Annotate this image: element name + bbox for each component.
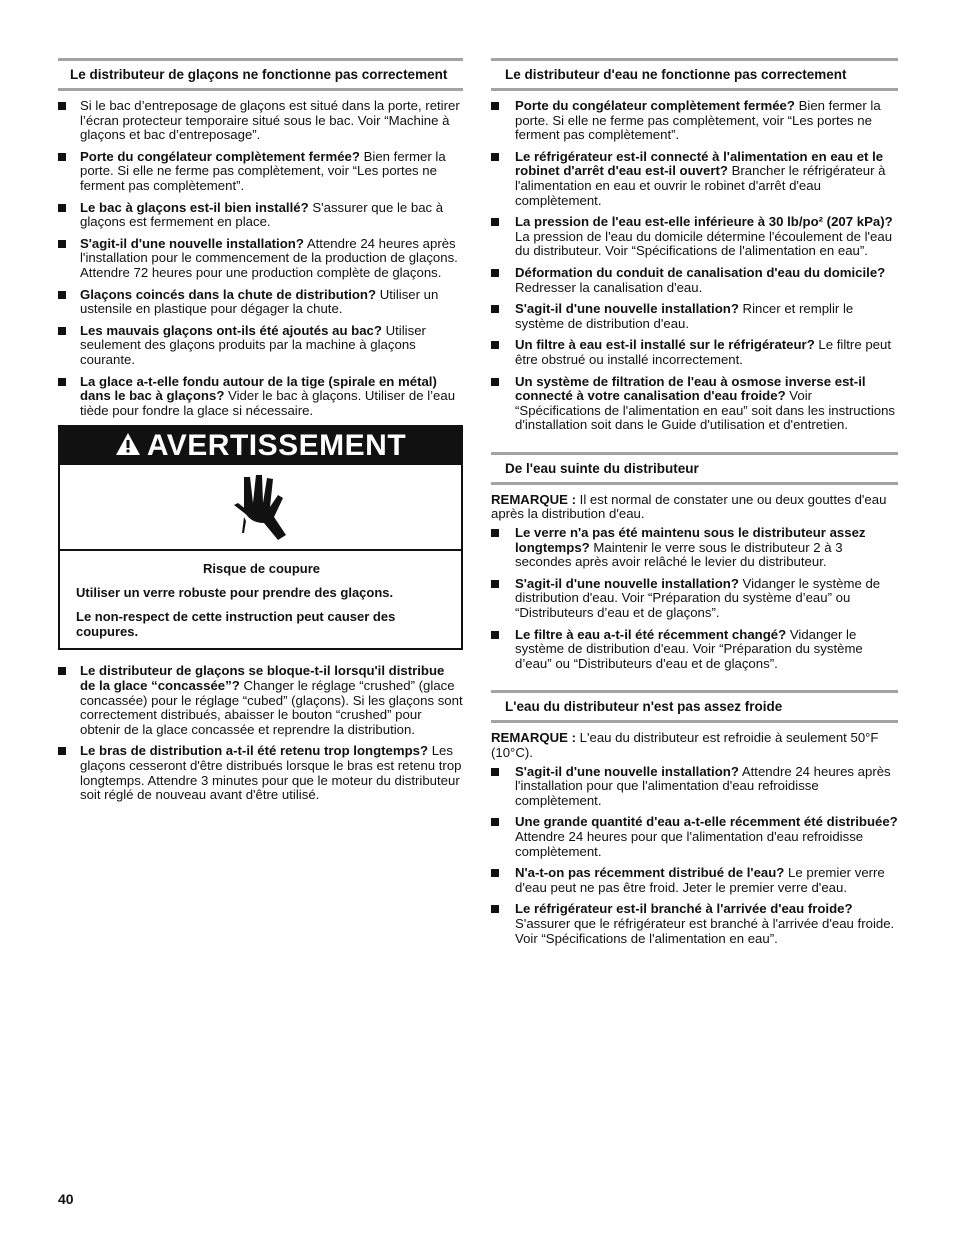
square-bullet-icon xyxy=(58,102,66,110)
warning-title: AVERTISSEMENT xyxy=(146,429,407,463)
list-item xyxy=(58,744,463,802)
section-heading-water-dispenser: Le distributeur d'eau ne fonctionne pas correctement xyxy=(491,58,898,91)
item-text: La pression de l'eau du domicile détermine l'écoulement de l'eau du distributeur. Voir “Spécifications de l'alimentation en eau”. xyxy=(515,228,893,259)
warning-line-1: Utiliser un verre robuste pour prendre des glaçons. xyxy=(76,585,394,601)
square-bullet-icon xyxy=(58,204,66,212)
item-question: Une grande quantité d'eau a-t-elle récemment été distribuée? xyxy=(515,814,898,830)
list-item xyxy=(58,664,463,737)
item-question: Le réfrigérateur est-il branché à l'arrivée d'eau froide? xyxy=(515,901,853,917)
list-item xyxy=(58,201,463,230)
item-text: S'assurer que le réfrigérateur est branché à l'arrivée d'eau froide. Voir “Spécifications de l'alimentation en eau”. xyxy=(515,915,895,946)
list-item xyxy=(491,577,898,621)
square-bullet-icon xyxy=(58,378,66,386)
square-bullet-icon xyxy=(58,667,66,675)
item-text: Bien fermer la porte. Si elle ne ferme pas complètement, voir “Les portes ne ferment pas complètement”. xyxy=(515,98,881,143)
item-text: Utiliser seulement des glaçons produits par la machine à glaçons courante. xyxy=(80,322,426,367)
list-item xyxy=(491,99,898,143)
item-question: S'agit-il d'une nouvelle installation? xyxy=(515,301,739,317)
item-question: Un système de filtration de l'eau à osmose inverse est-il connecté à votre canalisation d'eau froide? xyxy=(515,373,866,404)
item-text: Vider le bac à glaçons. Utiliser de l’eau tiède pour fondre la glace si nécessaire. xyxy=(80,388,456,418)
square-bullet-icon xyxy=(491,818,499,826)
right-column xyxy=(491,58,898,953)
note-text: L'eau du distributeur est refroidie à seulement 50°F (10°C). xyxy=(491,730,879,760)
square-bullet-icon xyxy=(491,218,499,226)
square-bullet-icon xyxy=(491,631,499,639)
water-not-cold-list xyxy=(491,765,898,947)
section-heading-water-leak: De l'eau suinte du distributeur xyxy=(491,452,898,485)
item-text: Le filtre peut être obstrué ou installé incorrectement. xyxy=(515,337,891,367)
item-question: Le réfrigérateur est-il connecté à l'alimentation en eau et le robinet d'arrêt d'eau est-il ouvert? xyxy=(515,148,884,179)
square-bullet-icon xyxy=(491,768,499,776)
square-bullet-icon xyxy=(491,102,499,110)
item-text: Redresser la canalisation d'eau. xyxy=(515,279,703,295)
warning-line-2: Le non-respect de cette instruction peut causer des coupures. xyxy=(76,609,396,640)
warning-text xyxy=(60,551,461,648)
square-bullet-icon xyxy=(491,378,499,386)
square-bullet-icon xyxy=(491,869,499,877)
water-leak-note xyxy=(491,493,898,522)
item-question: Le filtre à eau a-t-il été récemment changé? xyxy=(515,626,787,642)
item-question: Le distributeur de glaçons se bloque-t-il lorsqu'il distribue de la glace “concassée”? xyxy=(80,663,445,693)
item-question: Déformation du conduit de canalisation d'eau du domicile? xyxy=(515,264,886,280)
square-bullet-icon xyxy=(491,341,499,349)
item-text: Rincer et remplir le système de distribution d'eau. xyxy=(515,301,854,331)
square-bullet-icon xyxy=(491,580,499,588)
item-question: S'agit-il d'une nouvelle installation? xyxy=(80,235,304,251)
item-text: Le premier verre d'eau peut ne pas être froid. Jeter le premier verre d'eau. xyxy=(515,865,885,895)
list-item xyxy=(491,866,898,895)
item-question: La pression de l'eau est-elle inférieure à 30 lb/po² (207 kPa)? xyxy=(515,214,893,230)
list-item xyxy=(491,215,898,259)
item-question: N'a-t-on pas récemment distribué de l'eau? xyxy=(515,865,785,881)
list-item xyxy=(491,765,898,809)
item-text: S'assurer que le bac à glaçons est fermement en place. xyxy=(80,199,444,230)
item-question: S'agit-il d'une nouvelle installation? xyxy=(515,575,739,591)
list-item xyxy=(491,266,898,295)
item-question: Glaçons coincés dans la chute de distribution? xyxy=(80,286,377,302)
square-bullet-icon xyxy=(58,327,66,335)
item-question: Porte du congélateur complètement fermée? xyxy=(80,148,360,164)
square-bullet-icon xyxy=(491,905,499,913)
list-item xyxy=(58,375,463,419)
cut-hand-icon xyxy=(226,473,296,541)
item-text: Maintenir le verre sous le distributeur 2 à 3 secondes après avoir relâché le levier du distributeur. xyxy=(515,539,843,570)
square-bullet-icon xyxy=(58,240,66,248)
square-bullet-icon xyxy=(491,153,499,161)
item-text: Vidanger le système de distribution d'eau. Voir “Préparation du système d’eau” ou “Distributeurs d'eau et de glaçons”. xyxy=(515,626,863,671)
item-text: Attendre 24 heures après l'installation pour que l'alimentation d'eau refroidisse complètement. xyxy=(515,763,891,808)
page-number: 40 xyxy=(58,1191,74,1207)
ice-dispenser-list xyxy=(58,99,463,418)
square-bullet-icon xyxy=(491,269,499,277)
warning-pictogram xyxy=(60,465,461,551)
item-text: Brancher le réfrigérateur à l'alimentation en eau et ouvrir le robinet d'arrêt d'eau complètement. xyxy=(515,163,886,208)
item-text: Les glaçons cesseront d'être distribués lorsque le bras est retenu trop longtemps. Attendre 3 minutes pour que le moteur du distributeur soit réglé de nouveau avant d'être utilisé. xyxy=(80,743,462,803)
item-question: S'agit-il d'une nouvelle installation? xyxy=(515,763,739,779)
list-item xyxy=(58,237,463,281)
list-item xyxy=(491,526,898,570)
item-question: La glace a-t-elle fondu autour de la tige (spirale en métal) dans le bac à glaçons? xyxy=(80,373,437,404)
warning-triangle-icon xyxy=(115,430,141,464)
list-item xyxy=(58,150,463,194)
square-bullet-icon xyxy=(491,305,499,313)
item-text: Attendre 24 heures après l'installation pour le commencement de la production de glaçons. Attendre 72 heures pour une production complète de glaçons. xyxy=(80,235,458,280)
item-question: Le verre n'a pas été maintenu sous le distributeur assez longtemps? xyxy=(515,525,866,555)
section-heading-water-not-cold: L'eau du distributeur n'est pas assez froide xyxy=(491,690,898,723)
water-leak-list xyxy=(491,526,898,671)
list-item xyxy=(491,815,898,859)
item-question: Le bras de distribution a-t-il été retenu trop longtemps? xyxy=(80,743,429,759)
list-item xyxy=(58,288,463,317)
square-bullet-icon xyxy=(491,529,499,537)
warning-box xyxy=(58,425,463,650)
note-label: REMARQUE : xyxy=(491,730,576,746)
square-bullet-icon xyxy=(58,153,66,161)
note-text: Il est normal de constater une ou deux gouttes d'eau après la distribution d'eau. xyxy=(491,491,887,522)
ice-dispenser-list-continued xyxy=(58,664,463,802)
item-question: Un filtre à eau est-il installé sur le réfrigérateur? xyxy=(515,337,815,353)
item-question: Porte du congélateur complètement fermée? xyxy=(515,98,795,113)
left-column xyxy=(58,58,463,810)
list-item xyxy=(491,902,898,946)
list-item xyxy=(58,99,463,143)
water-not-cold-note xyxy=(491,731,898,760)
list-item xyxy=(58,324,463,368)
list-item xyxy=(491,338,898,367)
section-heading-ice-dispenser: Le distributeur de glaçons ne fonctionne pas correctement xyxy=(58,58,463,91)
item-text: Voir “Spécifications de l'alimentation en eau” soit dans les instructions d'installation soit dans le Guide d'utilisation et d'entretien. xyxy=(515,388,896,433)
list-item xyxy=(491,628,898,672)
list-item xyxy=(491,302,898,331)
list-item xyxy=(491,150,898,208)
item-text: Si le bac d’entreposage de glaçons est situé dans la porte, retirer l’écran protecteur temporaire situé sous le bac. Voir “Machine à glaçons et bac d’entreposage”. xyxy=(80,98,460,143)
water-dispenser-list xyxy=(491,99,898,433)
item-question: Le bac à glaçons est-il bien installé? xyxy=(80,199,309,215)
item-text: Utiliser un ustensile en plastique pour dégager la chute. xyxy=(80,286,439,317)
item-text: Bien fermer la porte. Si elle ne ferme pas complètement, voir “Les portes ne ferment pas complètement”. xyxy=(80,148,446,193)
square-bullet-icon xyxy=(58,291,66,299)
item-text: Attendre 24 heures pour que l'alimentation d'eau refroidisse complètement. xyxy=(515,828,864,859)
item-text: Changer le réglage “crushed” (glace concassée) pour le réglage “cubed” (glaçons). Si les glaçons sont correctement distribués, abaisser le bouton “crushed” pour obtenir de la glace concassée et reprendre la distribution. xyxy=(80,677,463,737)
item-question: Les mauvais glaçons ont-ils été ajoutés au bac? xyxy=(80,322,382,338)
square-bullet-icon xyxy=(58,747,66,755)
warning-risk: Risque de coupure xyxy=(202,561,321,577)
warning-title-bar xyxy=(60,427,461,465)
item-text: Vidanger le système de distribution d'eau. Voir “Préparation du système d’eau” ou “Distributeurs d’eau et de glaçons”. xyxy=(515,575,881,621)
list-item xyxy=(491,375,898,433)
note-label: REMARQUE : xyxy=(491,491,576,507)
